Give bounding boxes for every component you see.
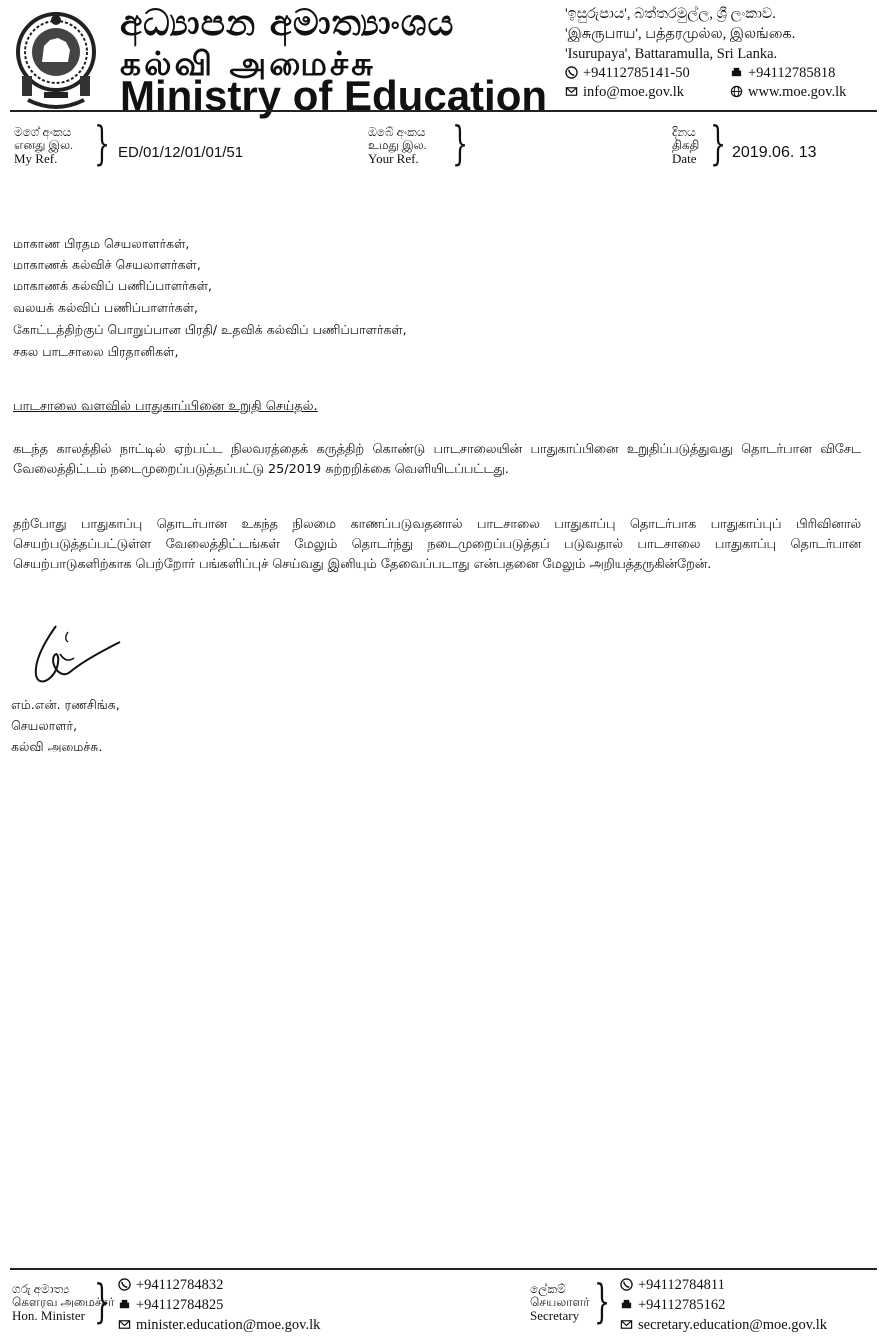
body-paragraph-2: தற்போது பாதுகாப்பு தொடர்பான உகந்த நிலமை காணப்படுவதனால் பாடசாலை பாதுகாப்பு தொடர்பாக பாதுகாப்புப் பிரிவினால் செயற்படுத்தப்பட்டுள்ள வேலைத்திட்டங்கள் மேலும் தொடர்ந்து நடைமுறைப்படுத்தப் படுவதால் பாடசாலை பாதுகாப்பு தொடர்பான செயற்பாடுகளிற்காக பெற்றோர் பங்களிப்புச் செய்வது இனியும் தேவைப்படாது என்பதனை மேலும் அறியத்தருகின்றேன். — [13, 517, 861, 572]
body-paragraph-1: கடந்த காலத்தில் நாட்டில் ஏற்பட்ட நிலவரத்தைக் கருத்திற் கொண்டு பாடசாலையின் பாதுகாப்பினை உறுதிப்படுத்துவது தொடர்பான விசேட வேலைத்திட்டம் நடைமுறைப்படுத்தப்பட்டு 25/2019 சுற்றறிக்கை வெளியிடப்பட்டது. — [13, 442, 861, 477]
minister-fax — [118, 1297, 223, 1314]
minister-phone — [118, 1277, 223, 1294]
secretary-label-si: ලේකම් — [530, 1282, 566, 1296]
letter-subject: பாடசாலை வளவில் பாதுகாப்பினை உறுதி செய்தல். — [13, 399, 318, 414]
minister-label-ta: கௌரவ அமைச்சர் — [12, 1295, 115, 1309]
header-phone-number: +94112785141-50 — [583, 65, 690, 81]
signatory-office: கல்வி அமைச்சு. — [11, 739, 103, 754]
header-website — [730, 84, 846, 101]
address-sinhala: 'ඉසුරුපාය', බත්තරමුල්ල, ශ්‍රී ලංකාව. — [565, 6, 776, 22]
minister-phone-number: +94112784832 — [136, 1277, 224, 1293]
my-ref-labels — [14, 126, 73, 165]
secretary-phone — [620, 1277, 725, 1294]
globe-icon — [730, 85, 743, 98]
secretary-email-address: secretary.education@moe.gov.lk — [638, 1317, 828, 1333]
phone-icon — [565, 66, 578, 79]
title-english: Ministry of Education — [120, 72, 548, 119]
minister-fax-number: +94112784825 — [136, 1297, 224, 1313]
secretary-labels — [530, 1283, 590, 1322]
your-ref-label-ta: உமது இல. — [368, 138, 427, 152]
your-ref-label-en: Your Ref. — [368, 151, 419, 166]
your-ref-brace: } — [452, 116, 469, 170]
recipient-line: கோட்டத்திற்குப் பொறுப்பான பிரதி/ உதவிக் கல்விப் பணிப்பாளர்கள், — [13, 322, 407, 337]
secretary-phone-number: +94112784811 — [638, 1277, 725, 1293]
date-label-en: Date — [672, 151, 697, 166]
email-icon — [118, 1318, 131, 1331]
recipient-line: சகல பாடசாலை பிரதானிகள், — [13, 344, 179, 359]
minister-label-en: Hon. Minister — [12, 1308, 85, 1323]
email-icon — [565, 85, 578, 98]
minister-label-si: ගරු අමාත්‍ය — [12, 1282, 70, 1296]
header-email-address: info@moe.gov.lk — [583, 84, 685, 100]
recipient-line: மாகாண பிரதம செயலாளர்கள், — [13, 236, 190, 251]
fax-icon — [620, 1298, 633, 1311]
secretary-fax — [620, 1297, 725, 1314]
phone-icon — [620, 1278, 633, 1291]
header-email — [565, 84, 684, 101]
header-fax — [730, 65, 835, 82]
recipient-line: மாகாணக் கல்விப் பணிப்பாளர்கள், — [13, 278, 212, 293]
secretary-label-en: Secretary — [530, 1308, 580, 1323]
header-divider — [10, 110, 877, 112]
secretary-email — [620, 1317, 827, 1334]
fax-icon — [730, 66, 743, 79]
header-phone — [565, 65, 690, 82]
secretary-fax-number: +94112785162 — [638, 1297, 726, 1313]
my-ref-value: ED/01/12/01/01/51 — [118, 144, 244, 161]
header-fax-number: +94112785818 — [748, 65, 836, 81]
date-label-ta: திகதி — [672, 138, 700, 152]
date-value: 2019.06. 13 — [732, 144, 817, 161]
signatory-title: செயலாளர், — [11, 718, 78, 733]
signatory-name: எம்.என். ரணசிங்க, — [11, 697, 120, 712]
address-english: 'Isurupaya', Battaramulla, Sri Lanka. — [565, 46, 778, 62]
secretary-label-ta: செயலாளர் — [530, 1295, 590, 1309]
your-ref-label-si: ඔබේ අංකය — [368, 125, 426, 139]
secretary-brace: } — [594, 1274, 611, 1328]
recipient-line: மாகாணக் கல்விச் செயலாளர்கள், — [13, 257, 201, 272]
minister-brace: } — [94, 1274, 111, 1328]
fax-icon — [118, 1298, 131, 1311]
title-tamil: கல்வி அமைச்சு — [120, 44, 376, 83]
address-tamil: 'இசுருபாய', பத்தரமுல்ல, இலங்கை. — [565, 26, 796, 42]
my-ref-label-si: මගේ අංකය — [14, 125, 72, 139]
minister-email-address: minister.education@moe.gov.lk — [136, 1317, 321, 1333]
phone-icon — [118, 1278, 131, 1291]
your-ref-labels — [368, 126, 427, 165]
date-brace: } — [710, 116, 727, 170]
footer-divider — [10, 1268, 877, 1270]
sri-lanka-emblem-icon — [14, 6, 98, 110]
my-ref-brace: } — [94, 116, 111, 170]
date-label-si: දිනය — [672, 125, 696, 139]
header-website-url: www.moe.gov.lk — [748, 84, 847, 100]
my-ref-label-en: My Ref. — [14, 151, 58, 166]
title-sinhala: අධ්‍යාපන අමාත්‍යාංශය — [120, 2, 455, 44]
minister-email — [118, 1317, 320, 1334]
email-icon — [620, 1318, 633, 1331]
handwritten-signature — [16, 620, 126, 690]
my-ref-label-ta: எனது இல. — [14, 138, 74, 152]
recipient-line: வலயக் கல்விப் பணிப்பாளர்கள், — [13, 300, 198, 315]
date-labels — [672, 126, 699, 165]
